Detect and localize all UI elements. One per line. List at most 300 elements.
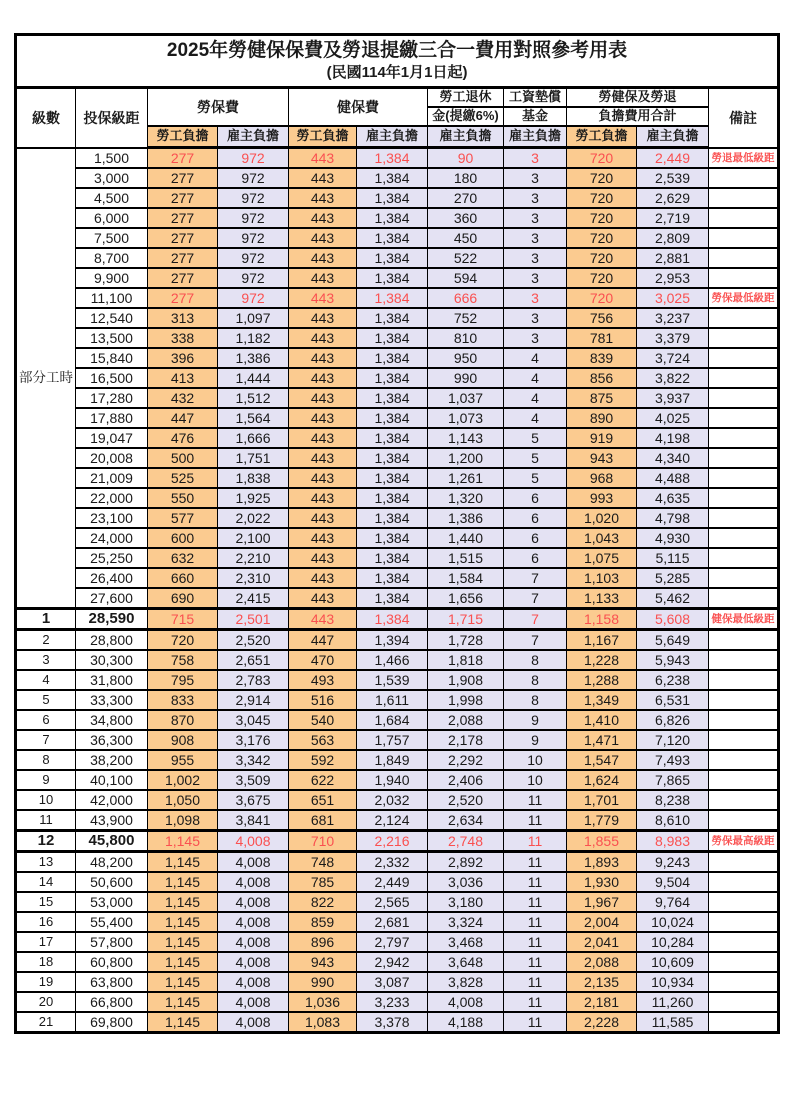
pension-employer-cell: 2,634 — [428, 810, 504, 831]
table-row — [16, 408, 779, 428]
wage-fund-employer-cell: 11 — [504, 972, 567, 992]
pension-employer-cell: 3,180 — [428, 892, 504, 912]
labor-employer-cell: 4,008 — [218, 892, 289, 912]
labor-employee-cell: 1,002 — [148, 770, 218, 790]
labor-employee-cell: 277 — [148, 208, 218, 228]
salary-cell: 28,800 — [76, 630, 148, 651]
remark-cell: 勞保最低級距 — [709, 288, 779, 308]
labor-employer-cell: 3,509 — [218, 770, 289, 790]
total-employee-cell: 993 — [567, 488, 637, 508]
level-cell: 20 — [16, 992, 76, 1012]
labor-employee-cell: 1,145 — [148, 912, 218, 932]
health-employee-cell: 710 — [289, 831, 357, 852]
health-employer-cell: 1,684 — [357, 710, 428, 730]
remark-cell — [709, 630, 779, 651]
labor-employee-cell: 1,145 — [148, 972, 218, 992]
labor-employer-cell: 4,008 — [218, 992, 289, 1012]
total-employee-cell: 2,041 — [567, 932, 637, 952]
level-cell: 21 — [16, 1012, 76, 1033]
salary-cell: 25,250 — [76, 548, 148, 568]
health-employee-cell: 443 — [289, 588, 357, 609]
total-employer-cell: 2,449 — [637, 148, 709, 169]
pension-employer-cell: 4,008 — [428, 992, 504, 1012]
wage-fund-employer-cell: 11 — [504, 1012, 567, 1033]
remark-cell — [709, 528, 779, 548]
health-employee-cell: 592 — [289, 750, 357, 770]
labor-employer-cell: 4,008 — [218, 932, 289, 952]
table-row — [16, 972, 779, 992]
salary-cell: 17,880 — [76, 408, 148, 428]
health-employer-cell: 1,384 — [357, 168, 428, 188]
labor-employee-cell: 1,145 — [148, 1012, 218, 1033]
labor-employer-cell: 3,675 — [218, 790, 289, 810]
table-row — [16, 508, 779, 528]
wage-fund-employer-cell: 11 — [504, 912, 567, 932]
total-employee-cell: 1,167 — [567, 630, 637, 651]
health-employee-cell: 651 — [289, 790, 357, 810]
header-total-line2: 負擔費用合計 — [567, 107, 709, 126]
total-employer-cell: 10,934 — [637, 972, 709, 992]
health-employer-cell: 1,757 — [357, 730, 428, 750]
header-health-insurance: 健保費 — [289, 88, 428, 127]
total-employee-cell: 1,471 — [567, 730, 637, 750]
header-group-row-1 — [16, 88, 779, 108]
labor-employee-cell: 277 — [148, 268, 218, 288]
health-employer-cell: 2,449 — [357, 872, 428, 892]
remark-cell — [709, 690, 779, 710]
health-employee-cell: 443 — [289, 368, 357, 388]
labor-employee-cell: 870 — [148, 710, 218, 730]
total-employer-cell: 6,531 — [637, 690, 709, 710]
total-employee-cell: 756 — [567, 308, 637, 328]
labor-employee-cell: 338 — [148, 328, 218, 348]
total-employee-cell: 1,228 — [567, 650, 637, 670]
health-employer-cell: 2,942 — [357, 952, 428, 972]
remark-cell — [709, 650, 779, 670]
health-employer-cell: 1,849 — [357, 750, 428, 770]
wage-fund-employer-cell: 6 — [504, 548, 567, 568]
labor-employee-cell: 1,145 — [148, 852, 218, 873]
health-employer-cell: 1,384 — [357, 288, 428, 308]
health-employee-cell: 443 — [289, 228, 357, 248]
table-row — [16, 831, 779, 852]
labor-employer-cell: 2,100 — [218, 528, 289, 548]
wage-fund-employer-cell: 11 — [504, 952, 567, 972]
remark-cell — [709, 348, 779, 368]
salary-cell: 60,800 — [76, 952, 148, 972]
pension-employer-cell: 1,440 — [428, 528, 504, 548]
health-employer-cell: 2,681 — [357, 912, 428, 932]
pension-employer-cell: 1,320 — [428, 488, 504, 508]
salary-cell: 57,800 — [76, 932, 148, 952]
remark-cell — [709, 810, 779, 831]
salary-cell: 13,500 — [76, 328, 148, 348]
pension-employer-cell: 1,261 — [428, 468, 504, 488]
pension-employer-cell: 522 — [428, 248, 504, 268]
health-employer-cell: 1,384 — [357, 388, 428, 408]
labor-employee-cell: 720 — [148, 630, 218, 651]
labor-employee-cell: 833 — [148, 690, 218, 710]
salary-cell: 66,800 — [76, 992, 148, 1012]
total-employer-cell: 4,635 — [637, 488, 709, 508]
labor-employee-cell: 277 — [148, 228, 218, 248]
pension-employer-cell: 180 — [428, 168, 504, 188]
salary-cell: 40,100 — [76, 770, 148, 790]
salary-cell: 9,900 — [76, 268, 148, 288]
labor-employee-cell: 1,145 — [148, 932, 218, 952]
salary-cell: 53,000 — [76, 892, 148, 912]
level-cell: 15 — [16, 892, 76, 912]
pension-employer-cell: 666 — [428, 288, 504, 308]
salary-cell: 20,008 — [76, 448, 148, 468]
total-employer-cell: 4,198 — [637, 428, 709, 448]
wage-fund-employer-cell: 3 — [504, 168, 567, 188]
health-employee-cell: 443 — [289, 248, 357, 268]
health-employer-cell: 1,384 — [357, 448, 428, 468]
wage-fund-employer-cell: 8 — [504, 690, 567, 710]
total-employee-cell: 1,043 — [567, 528, 637, 548]
wage-fund-employer-cell: 10 — [504, 750, 567, 770]
remark-cell — [709, 548, 779, 568]
remark-cell — [709, 750, 779, 770]
remark-cell: 健保最低級距 — [709, 609, 779, 630]
total-employee-cell: 1,930 — [567, 872, 637, 892]
level-cell: 3 — [16, 650, 76, 670]
total-employee-cell: 1,855 — [567, 831, 637, 852]
table-row — [16, 388, 779, 408]
labor-employer-cell: 972 — [218, 208, 289, 228]
health-employer-cell: 1,384 — [357, 228, 428, 248]
pension-employer-cell: 1,908 — [428, 670, 504, 690]
total-employee-cell: 919 — [567, 428, 637, 448]
labor-employee-cell: 550 — [148, 488, 218, 508]
table-row — [16, 368, 779, 388]
salary-cell: 17,280 — [76, 388, 148, 408]
labor-employer-cell: 3,176 — [218, 730, 289, 750]
subheader-pension-employer: 雇主負擔 — [428, 126, 504, 148]
title-row — [16, 35, 779, 88]
health-employee-cell: 443 — [289, 488, 357, 508]
labor-employee-cell: 660 — [148, 568, 218, 588]
total-employer-cell: 6,826 — [637, 710, 709, 730]
labor-employee-cell: 277 — [148, 148, 218, 169]
total-employer-cell: 2,719 — [637, 208, 709, 228]
header-wage-fund-line1: 工資墊償 — [504, 88, 567, 108]
wage-fund-employer-cell: 11 — [504, 831, 567, 852]
total-employee-cell: 1,701 — [567, 790, 637, 810]
health-employee-cell: 447 — [289, 630, 357, 651]
wage-fund-employer-cell: 8 — [504, 670, 567, 690]
labor-employer-cell: 2,022 — [218, 508, 289, 528]
wage-fund-employer-cell: 5 — [504, 468, 567, 488]
labor-employee-cell: 1,050 — [148, 790, 218, 810]
table-row — [16, 248, 779, 268]
health-employee-cell: 443 — [289, 208, 357, 228]
total-employer-cell: 10,284 — [637, 932, 709, 952]
labor-employee-cell: 715 — [148, 609, 218, 630]
labor-employer-cell: 1,386 — [218, 348, 289, 368]
health-employer-cell: 2,332 — [357, 852, 428, 873]
wage-fund-employer-cell: 3 — [504, 288, 567, 308]
health-employer-cell: 1,394 — [357, 630, 428, 651]
health-employee-cell: 443 — [289, 568, 357, 588]
salary-cell: 15,840 — [76, 348, 148, 368]
total-employer-cell: 5,649 — [637, 630, 709, 651]
health-employee-cell: 470 — [289, 650, 357, 670]
header-labor-insurance: 勞保費 — [148, 88, 289, 127]
header-total-line1: 勞健保及勞退 — [567, 88, 709, 108]
salary-cell: 33,300 — [76, 690, 148, 710]
health-employee-cell: 443 — [289, 148, 357, 169]
health-employee-cell: 896 — [289, 932, 357, 952]
table-row — [16, 588, 779, 609]
pension-employer-cell: 2,520 — [428, 790, 504, 810]
salary-cell: 31,800 — [76, 670, 148, 690]
health-employer-cell: 1,384 — [357, 408, 428, 428]
total-employer-cell: 3,822 — [637, 368, 709, 388]
remark-cell — [709, 770, 779, 790]
remark-cell — [709, 228, 779, 248]
total-employee-cell: 720 — [567, 208, 637, 228]
salary-cell: 3,000 — [76, 168, 148, 188]
pension-employer-cell: 1,656 — [428, 588, 504, 609]
salary-cell: 19,047 — [76, 428, 148, 448]
health-employer-cell: 1,384 — [357, 268, 428, 288]
total-employer-cell: 4,025 — [637, 408, 709, 428]
labor-employer-cell: 4,008 — [218, 952, 289, 972]
remark-cell — [709, 408, 779, 428]
wage-fund-employer-cell: 3 — [504, 248, 567, 268]
table-row — [16, 630, 779, 651]
remark-cell — [709, 328, 779, 348]
total-employee-cell: 1,779 — [567, 810, 637, 831]
total-employee-cell: 720 — [567, 148, 637, 169]
table-row — [16, 268, 779, 288]
salary-cell: 55,400 — [76, 912, 148, 932]
wage-fund-employer-cell: 11 — [504, 790, 567, 810]
total-employer-cell: 5,115 — [637, 548, 709, 568]
remark-cell: 勞退最低級距 — [709, 148, 779, 169]
pension-employer-cell: 1,037 — [428, 388, 504, 408]
total-employer-cell: 8,238 — [637, 790, 709, 810]
total-employee-cell: 943 — [567, 448, 637, 468]
health-employee-cell: 822 — [289, 892, 357, 912]
salary-cell: 34,800 — [76, 710, 148, 730]
labor-employee-cell: 1,145 — [148, 992, 218, 1012]
salary-cell: 50,600 — [76, 872, 148, 892]
remark-cell — [709, 268, 779, 288]
header-salary: 投保級距 — [76, 88, 148, 148]
pension-employer-cell: 1,728 — [428, 630, 504, 651]
health-employer-cell: 1,384 — [357, 528, 428, 548]
labor-employer-cell: 3,045 — [218, 710, 289, 730]
total-employee-cell: 2,088 — [567, 952, 637, 972]
total-employee-cell: 1,133 — [567, 588, 637, 609]
salary-cell: 22,000 — [76, 488, 148, 508]
pension-employer-cell: 450 — [428, 228, 504, 248]
pension-employer-cell: 990 — [428, 368, 504, 388]
labor-employer-cell: 3,841 — [218, 810, 289, 831]
health-employee-cell: 443 — [289, 528, 357, 548]
health-employee-cell: 443 — [289, 609, 357, 630]
total-employer-cell: 5,462 — [637, 588, 709, 609]
table-row — [16, 488, 779, 508]
level-cell: 10 — [16, 790, 76, 810]
labor-employer-cell: 2,415 — [218, 588, 289, 609]
pension-employer-cell: 4,188 — [428, 1012, 504, 1033]
labor-employee-cell: 277 — [148, 168, 218, 188]
total-employee-cell: 1,967 — [567, 892, 637, 912]
health-employee-cell: 443 — [289, 168, 357, 188]
pension-employer-cell: 3,648 — [428, 952, 504, 972]
level-cell: 17 — [16, 932, 76, 952]
level-cell: 12 — [16, 831, 76, 852]
total-employer-cell: 7,865 — [637, 770, 709, 790]
salary-cell: 21,009 — [76, 468, 148, 488]
salary-cell: 6,000 — [76, 208, 148, 228]
salary-cell: 16,500 — [76, 368, 148, 388]
total-employer-cell: 9,504 — [637, 872, 709, 892]
health-employer-cell: 2,565 — [357, 892, 428, 912]
labor-employee-cell: 396 — [148, 348, 218, 368]
health-employer-cell: 1,611 — [357, 690, 428, 710]
total-employer-cell: 3,724 — [637, 348, 709, 368]
salary-cell: 7,500 — [76, 228, 148, 248]
remark-cell — [709, 488, 779, 508]
level-cell: 8 — [16, 750, 76, 770]
wage-fund-employer-cell: 3 — [504, 268, 567, 288]
wage-fund-employer-cell: 9 — [504, 730, 567, 750]
pension-employer-cell: 1,200 — [428, 448, 504, 468]
pension-employer-cell: 3,468 — [428, 932, 504, 952]
total-employer-cell: 8,983 — [637, 831, 709, 852]
labor-employer-cell: 1,444 — [218, 368, 289, 388]
pension-employer-cell: 2,748 — [428, 831, 504, 852]
remark-cell — [709, 952, 779, 972]
total-employer-cell: 4,488 — [637, 468, 709, 488]
health-employer-cell: 1,384 — [357, 428, 428, 448]
title-cell — [16, 35, 779, 88]
labor-employee-cell: 1,145 — [148, 872, 218, 892]
health-employee-cell: 990 — [289, 972, 357, 992]
total-employer-cell: 10,609 — [637, 952, 709, 972]
total-employee-cell: 1,103 — [567, 568, 637, 588]
labor-employer-cell: 4,008 — [218, 912, 289, 932]
pension-employer-cell: 2,892 — [428, 852, 504, 873]
total-employee-cell: 1,158 — [567, 609, 637, 630]
health-employee-cell: 443 — [289, 268, 357, 288]
labor-employee-cell: 500 — [148, 448, 218, 468]
table-row — [16, 188, 779, 208]
salary-cell: 26,400 — [76, 568, 148, 588]
health-employer-cell: 1,384 — [357, 328, 428, 348]
total-employer-cell: 5,608 — [637, 609, 709, 630]
total-employee-cell: 1,410 — [567, 710, 637, 730]
total-employer-cell: 2,629 — [637, 188, 709, 208]
level-cell: 6 — [16, 710, 76, 730]
labor-employee-cell: 432 — [148, 388, 218, 408]
salary-cell: 8,700 — [76, 248, 148, 268]
labor-employee-cell: 577 — [148, 508, 218, 528]
wage-fund-employer-cell: 8 — [504, 650, 567, 670]
wage-fund-employer-cell: 6 — [504, 528, 567, 548]
total-employer-cell: 4,798 — [637, 508, 709, 528]
pension-employer-cell: 1,073 — [428, 408, 504, 428]
labor-employee-cell: 313 — [148, 308, 218, 328]
table-row — [16, 872, 779, 892]
total-employee-cell: 875 — [567, 388, 637, 408]
level-cell: 7 — [16, 730, 76, 750]
salary-cell: 27,600 — [76, 588, 148, 609]
table-row — [16, 468, 779, 488]
wage-fund-employer-cell: 3 — [504, 148, 567, 169]
remark-cell — [709, 972, 779, 992]
salary-cell: 36,300 — [76, 730, 148, 750]
salary-cell: 45,800 — [76, 831, 148, 852]
wage-fund-employer-cell: 6 — [504, 508, 567, 528]
pension-employer-cell: 360 — [428, 208, 504, 228]
pension-employer-cell: 1,998 — [428, 690, 504, 710]
health-employer-cell: 1,384 — [357, 588, 428, 609]
wage-fund-employer-cell: 3 — [504, 188, 567, 208]
table-row — [16, 1012, 779, 1033]
labor-employer-cell: 1,182 — [218, 328, 289, 348]
table-row — [16, 288, 779, 308]
remark-cell — [709, 368, 779, 388]
health-employer-cell: 3,233 — [357, 992, 428, 1012]
total-employee-cell: 1,288 — [567, 670, 637, 690]
health-employer-cell: 1,384 — [357, 348, 428, 368]
wage-fund-employer-cell: 11 — [504, 810, 567, 831]
health-employee-cell: 785 — [289, 872, 357, 892]
labor-employer-cell: 2,783 — [218, 670, 289, 690]
pension-employer-cell: 2,088 — [428, 710, 504, 730]
wage-fund-employer-cell: 3 — [504, 228, 567, 248]
total-employer-cell: 2,809 — [637, 228, 709, 248]
labor-employee-cell: 795 — [148, 670, 218, 690]
wage-fund-employer-cell: 11 — [504, 992, 567, 1012]
total-employer-cell: 4,930 — [637, 528, 709, 548]
labor-employer-cell: 1,751 — [218, 448, 289, 468]
health-employee-cell: 443 — [289, 508, 357, 528]
pension-employer-cell: 90 — [428, 148, 504, 169]
header-wage-fund-line2: 基金 — [504, 107, 567, 126]
table-subtitle: (民國114年1月1日起) — [326, 63, 468, 81]
health-employee-cell: 443 — [289, 388, 357, 408]
table-row — [16, 148, 779, 169]
remark-cell — [709, 912, 779, 932]
level-cell: 部分工時 — [16, 148, 76, 609]
health-employer-cell: 1,539 — [357, 670, 428, 690]
pension-employer-cell: 810 — [428, 328, 504, 348]
health-employer-cell: 1,384 — [357, 468, 428, 488]
remark-cell — [709, 568, 779, 588]
labor-employee-cell: 1,145 — [148, 892, 218, 912]
wage-fund-employer-cell: 5 — [504, 428, 567, 448]
total-employer-cell: 8,610 — [637, 810, 709, 831]
labor-employer-cell: 972 — [218, 268, 289, 288]
remark-cell — [709, 188, 779, 208]
health-employee-cell: 443 — [289, 448, 357, 468]
total-employer-cell: 7,493 — [637, 750, 709, 770]
remark-cell — [709, 448, 779, 468]
labor-employer-cell: 4,008 — [218, 872, 289, 892]
remark-cell — [709, 710, 779, 730]
health-employer-cell: 1,384 — [357, 308, 428, 328]
table-row — [16, 228, 779, 248]
table-row — [16, 810, 779, 831]
total-employee-cell: 1,075 — [567, 548, 637, 568]
